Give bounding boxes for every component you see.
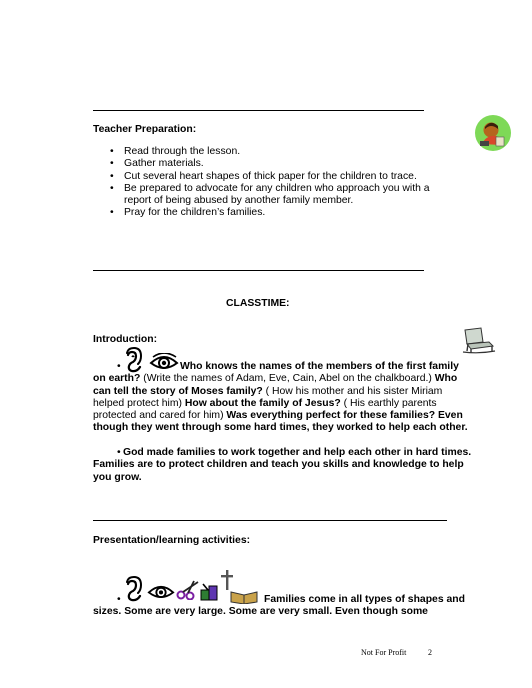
intro-question-first-family: Who knows the names of the members of the first family on earth? — [93, 361, 459, 385]
presentation-bullet: • — [117, 594, 121, 605]
cross-icon — [220, 570, 234, 590]
intro-note-jesus: ( His earthly parents protected and cared for him) — [93, 397, 437, 422]
divider-bottom — [93, 520, 447, 521]
presentation-heading: Presentation/learning activities: — [93, 535, 251, 546]
list-item: • Pray for the children’s families. — [110, 207, 440, 219]
intro-bullet-2: • — [117, 447, 121, 458]
intro-note-first-family: (Write the names of Adam, Eve, Cain, Abel on the chalkboard.) — [143, 373, 432, 385]
intro-question-jesus: How about the family of Jesus? — [184, 397, 341, 409]
teacher-prep-heading: Teacher Preparation: — [93, 124, 197, 135]
classtime-heading: CLASSTIME: — [226, 298, 290, 309]
divider-top — [93, 110, 424, 111]
presentation-paragraph — [93, 594, 473, 619]
list-item: • Gather materials. — [110, 158, 440, 170]
intro-bullet: • — [117, 361, 121, 372]
introduction-paragraph-1 — [93, 361, 473, 435]
list-item: • Read through the lesson. — [110, 146, 440, 158]
presentation-text: Families come in all types of shapes and sizes. Some are very large. Some are very small. Even though some — [93, 594, 465, 618]
intro-question-moses: Who can tell the story of Moses family? — [93, 373, 458, 397]
introduction-paragraph-2: God made families to work together and help each other in hard times. Families are to protect children and teach you skills and knowledge to help you grow. — [93, 447, 472, 483]
introduction-heading: Introduction: — [93, 334, 158, 345]
teacher-clipart-icon — [474, 114, 512, 152]
list-item: • Cut several heart shapes of thick paper for the children to trace. — [110, 171, 440, 183]
page-number: 2 — [428, 648, 432, 657]
intro-note-moses: ( How his mother and his sister Miriam helped protect him) — [93, 385, 443, 409]
teacher-prep-list — [110, 146, 440, 220]
chair-clipart-icon — [461, 326, 497, 354]
list-item: • Be prepared to advocate for any children who approach you with a report of being abused by another family member. — [110, 183, 440, 208]
intro-question-perfect: Was everything perfect for these families? Even though they went through some hard times, they worked to help each other. — [93, 410, 468, 434]
divider-middle — [93, 270, 424, 271]
footer-label: Not For Profit — [361, 648, 407, 657]
